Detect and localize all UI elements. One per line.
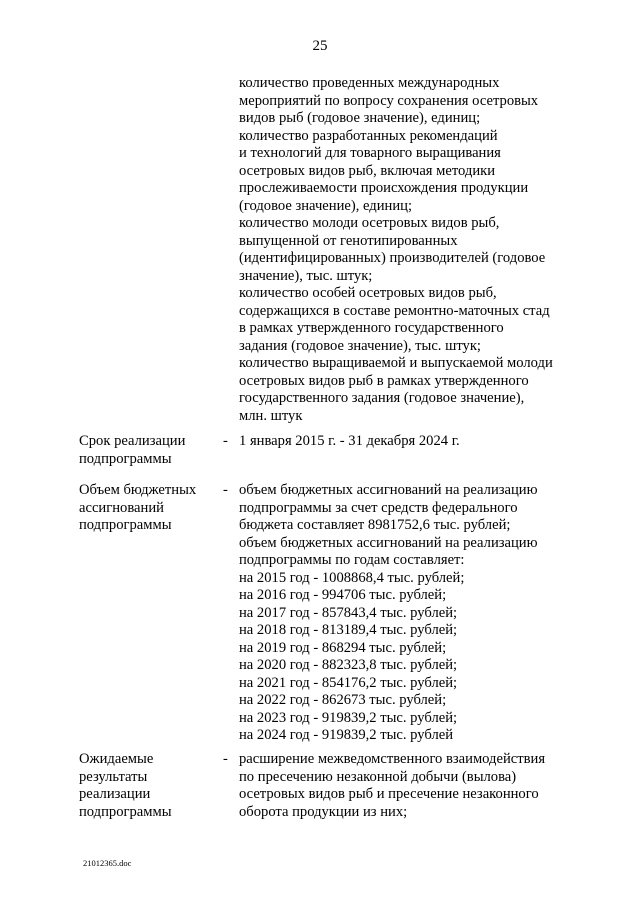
value-line: оборота продукции из них;	[239, 803, 408, 820]
text-line: мероприятий по вопросу сохранения осетровых	[239, 92, 539, 109]
label-line: подпрограммы	[79, 450, 172, 467]
label-line: Ожидаемые	[79, 751, 154, 767]
text-line: и технологий для товарного выращивания	[239, 145, 501, 161]
text-line: (идентифицированных) производителей (годовое	[239, 250, 546, 266]
value-line: 1 января 2015 г. - 31 декабря 2024 г.	[239, 433, 460, 449]
label-line: Срок реализации	[79, 433, 186, 449]
row-value	[239, 433, 579, 451]
continuation-text	[239, 75, 579, 425]
value-line: подпрограммы по годам составляет:	[239, 552, 465, 568]
label-line: результаты	[79, 768, 148, 785]
text-line: (годовое значение), единиц;	[239, 197, 413, 214]
text-line: государственного задания (годовое значение),	[239, 390, 525, 406]
text-line: в рамках утвержденного государственного	[239, 320, 504, 336]
value-line: объем бюджетных ассигнований на реализацию	[239, 482, 538, 498]
row-value	[239, 482, 579, 745]
text-line: количество особей осетровых видов рыб,	[239, 285, 497, 301]
value-line: объем бюджетных ассигнований на реализацию	[239, 534, 538, 551]
value-line: на 2019 год - 868294 тыс. рублей;	[239, 639, 447, 656]
document-filename: 21012365.doc	[83, 858, 132, 868]
value-line: осетровых видов рыб и пресечение незаконного	[239, 786, 539, 802]
row-label	[79, 482, 219, 535]
value-line: бюджета составляет 8981752,6 тыс. рублей;	[239, 517, 511, 533]
text-line: количество разработанных рекомендаций	[239, 127, 498, 144]
label-line: реализации	[79, 786, 151, 802]
label-line: ассигнований	[79, 499, 164, 516]
row-label	[79, 751, 219, 821]
text-line: выпущенной от генотипированных	[239, 232, 458, 249]
row-dash: -	[223, 482, 228, 498]
row-dash: -	[223, 433, 228, 449]
value-line: на 2015 год - 1008868,4 тыс. рублей;	[239, 569, 465, 586]
value-line: на 2018 год - 813189,4 тыс. рублей;	[239, 622, 458, 638]
value-line: на 2023 год - 919839,2 тыс. рублей;	[239, 709, 458, 726]
value-line: на 2021 год - 854176,2 тыс. рублей;	[239, 674, 458, 691]
text-line: осетровых видов рыб, включая методики	[239, 162, 496, 179]
value-line: на 2024 год - 919839,2 тыс. рублей	[239, 727, 454, 743]
value-line: подпрограммы за счет средств федерального	[239, 499, 518, 516]
label-line: Объем бюджетных	[79, 482, 197, 498]
page-number: 25	[312, 38, 328, 54]
text-line: осетровых видов рыб в рамках утвержденного	[239, 372, 529, 389]
text-line: количество проведенных международных	[239, 75, 500, 91]
text-line: задания (годовое значение), тыс. штук;	[239, 337, 481, 354]
row-value	[239, 751, 579, 821]
text-line: количество молоди осетровых видов рыб,	[239, 215, 500, 231]
label-line: подпрограммы	[79, 803, 172, 820]
value-line: на 2016 год - 994706 тыс. рублей;	[239, 587, 447, 603]
label-line: подпрограммы	[79, 517, 172, 533]
value-line: на 2020 год - 882323,8 тыс. рублей;	[239, 657, 458, 673]
text-line: прослеживаемости происхождения продукции	[239, 180, 529, 196]
value-line: по пресечению незаконной добычи (вылова)	[239, 768, 517, 785]
row-label	[79, 433, 219, 468]
value-line: на 2017 год - 857843,4 тыс. рублей;	[239, 604, 458, 621]
text-line: количество выращиваемой и выпускаемой молоди	[239, 355, 553, 371]
text-line: млн. штук	[239, 407, 303, 424]
text-line: содержащихся в составе ремонтно-маточных стад	[239, 302, 550, 319]
text-line: видов рыб (годовое значение), единиц;	[239, 110, 481, 126]
text-line: значение), тыс. штук;	[239, 267, 373, 284]
row-dash: -	[223, 751, 228, 767]
value-line: расширение межведомственного взаимодействия	[239, 751, 546, 767]
value-line: на 2022 год - 862673 тыс. рублей;	[239, 692, 447, 708]
